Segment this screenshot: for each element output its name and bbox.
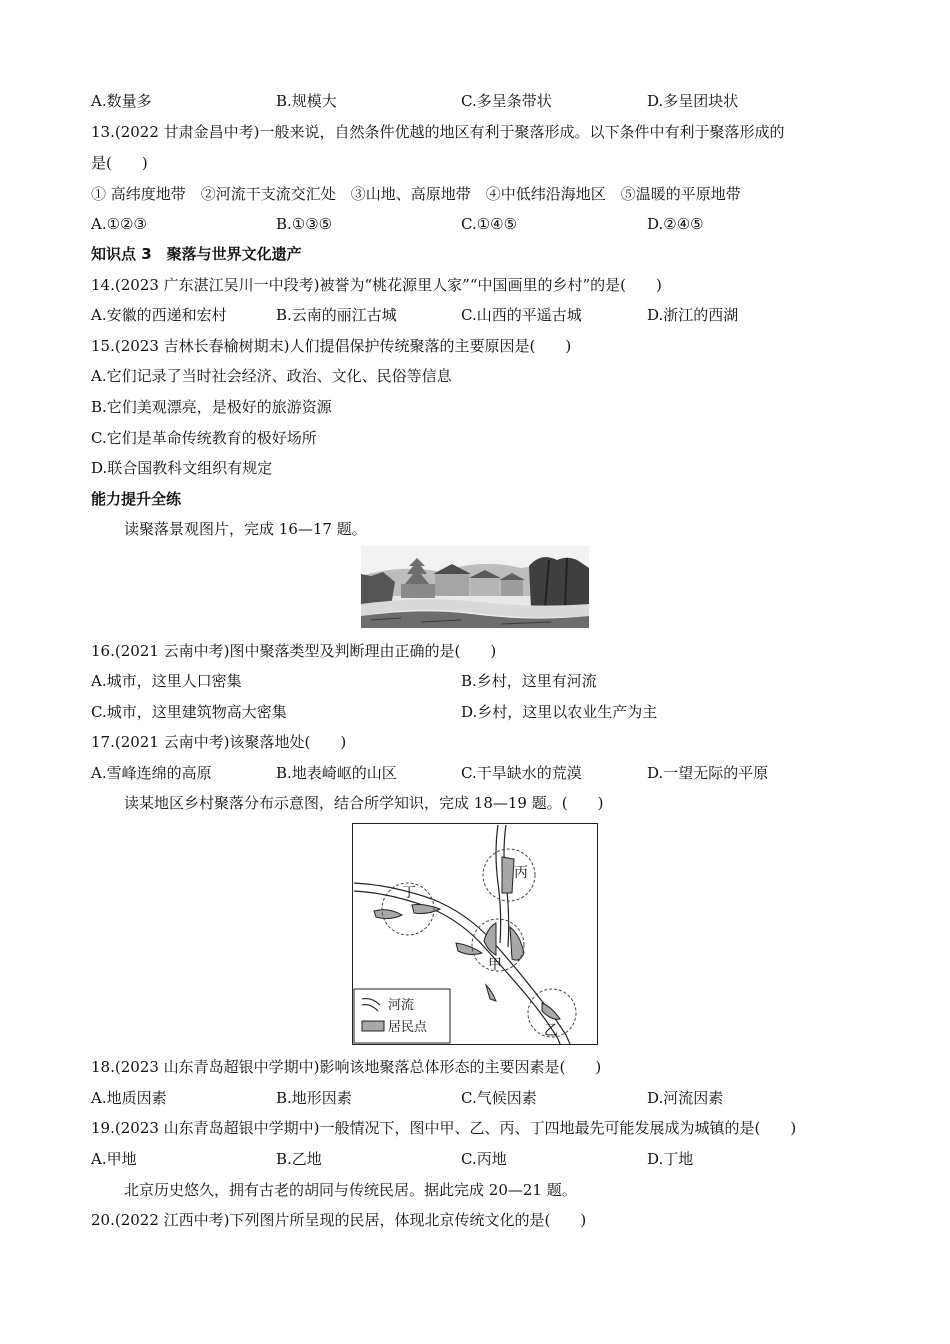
q15-option-c[interactable]: C.它们是革命传统教育的极好场所 (91, 429, 317, 447)
q17-option-b[interactable]: B.地表崎岖的山区 (276, 764, 397, 782)
q14-stem: 14.(2023 广东湛江吴川一中段考)被誉为“桃花源里人家”“中国画里的乡村”的是( ) (91, 276, 662, 294)
q17-stem: 17.(2021 云南中考)该聚落地处( ) (91, 733, 347, 751)
intro-18-19: 读某地区乡村聚落分布示意图，结合所学知识，完成 18—19 题。( ) (124, 794, 604, 812)
q17-option-d[interactable]: D.一望无际的平原 (647, 764, 769, 782)
settlement-distribution-map (352, 823, 598, 1045)
q15-option-a[interactable]: A.它们记录了当时社会经济、政治、文化、民俗等信息 (91, 367, 452, 385)
legend-settlement-label: 居民点 (388, 1020, 428, 1035)
q18-option-c[interactable]: C.气候因素 (461, 1089, 537, 1107)
q13-option-a[interactable]: A.①②③ (91, 215, 147, 233)
q18-stem: 18.(2023 山东青岛超银中学期中)影响该地聚落总体形态的主要因素是( ) (91, 1058, 602, 1076)
q15-option-d[interactable]: D.联合国教科文组织有规定 (91, 459, 273, 477)
q18-option-a[interactable]: A.地质因素 (91, 1089, 167, 1107)
intro-20-21: 北京历史悠久，拥有古老的胡同与传统民居。据此完成 20—21 题。 (124, 1181, 577, 1199)
q17-option-a[interactable]: A.雪峰连绵的高原 (91, 764, 212, 782)
label-jia: 甲 (488, 957, 502, 973)
q12-option-b[interactable]: B.规模大 (276, 92, 337, 110)
q15-stem: 15.(2023 吉林长春榆树期末)人们提倡保护传统聚落的主要原因是( ) (91, 337, 572, 355)
q18-option-d[interactable]: D.河流因素 (647, 1089, 724, 1107)
label-bing: 丙 (514, 865, 528, 881)
q19-stem: 19.(2023 山东青岛超银中学期中)一般情况下，图中甲、乙、丙、丁四地最先可能发展成为城镇的是( ) (91, 1119, 797, 1137)
q13-conditions: ① 高纬度地带 ②河流干支流交汇处 ③山地、高原地带 ④中低纬沿海地区 ⑤温暖的平原地带 (91, 185, 741, 203)
q16-option-a[interactable]: A.城市，这里人口密集 (91, 672, 242, 690)
q14-option-c[interactable]: C.山西的平遥古城 (461, 306, 582, 324)
q14-option-b[interactable]: B.云南的丽江古城 (276, 306, 397, 324)
q13-stem-line2: 是( ) (91, 154, 148, 172)
legend-river-label: 河流 (388, 998, 415, 1013)
q16-stem: 16.(2021 云南中考)图中聚落类型及判断理由正确的是( ) (91, 642, 497, 660)
q17-option-c[interactable]: C.干旱缺水的荒漠 (461, 764, 582, 782)
q19-option-b[interactable]: B.乙地 (276, 1150, 322, 1168)
q15-option-b[interactable]: B.它们美观漂亮，是极好的旅游资源 (91, 398, 332, 416)
q19-option-a[interactable]: A.甲地 (91, 1150, 137, 1168)
section-3-heading: 知识点 3 聚落与世界文化遗产 (91, 245, 302, 263)
q12-option-a[interactable]: A.数量多 (91, 92, 152, 110)
settlement-landscape-image (361, 546, 589, 628)
q19-option-d[interactable]: D.丁地 (647, 1150, 694, 1168)
q12-option-c[interactable]: C.多呈条带状 (461, 92, 552, 110)
label-yi: 乙 (544, 1023, 558, 1039)
q12-option-d[interactable]: D.多呈团块状 (647, 92, 739, 110)
q13-stem-line1: 13.(2022 甘肃金昌中考)一般来说，自然条件优越的地区有利于聚落形成。以下条件中有利于聚落形成的 (91, 123, 785, 141)
q14-option-a[interactable]: A.安徽的西递和宏村 (91, 306, 227, 324)
q16-option-d[interactable]: D.乡村，这里以农业生产为主 (461, 703, 658, 721)
label-ding: 丁 (402, 885, 416, 901)
q13-option-d[interactable]: D.②④⑤ (647, 215, 704, 233)
q13-option-b[interactable]: B.①③⑤ (276, 215, 333, 233)
intro-16-17: 读聚落景观图片，完成 16—17 题。 (124, 520, 367, 538)
q16-option-b[interactable]: B.乡村，这里有河流 (461, 672, 597, 690)
q16-option-c[interactable]: C.城市，这里建筑物高大密集 (91, 703, 287, 721)
q20-stem: 20.(2022 江西中考)下列图片所呈现的民居，体现北京传统文化的是( ) (91, 1211, 587, 1229)
q13-option-c[interactable]: C.①④⑤ (461, 215, 518, 233)
q14-option-d[interactable]: D.浙江的西湖 (647, 306, 739, 324)
ability-section-heading: 能力提升全练 (91, 490, 182, 508)
q19-option-c[interactable]: C.丙地 (461, 1150, 507, 1168)
legend-settlement-symbol (362, 1021, 384, 1031)
q18-option-b[interactable]: B.地形因素 (276, 1089, 352, 1107)
map-legend (354, 989, 450, 1043)
